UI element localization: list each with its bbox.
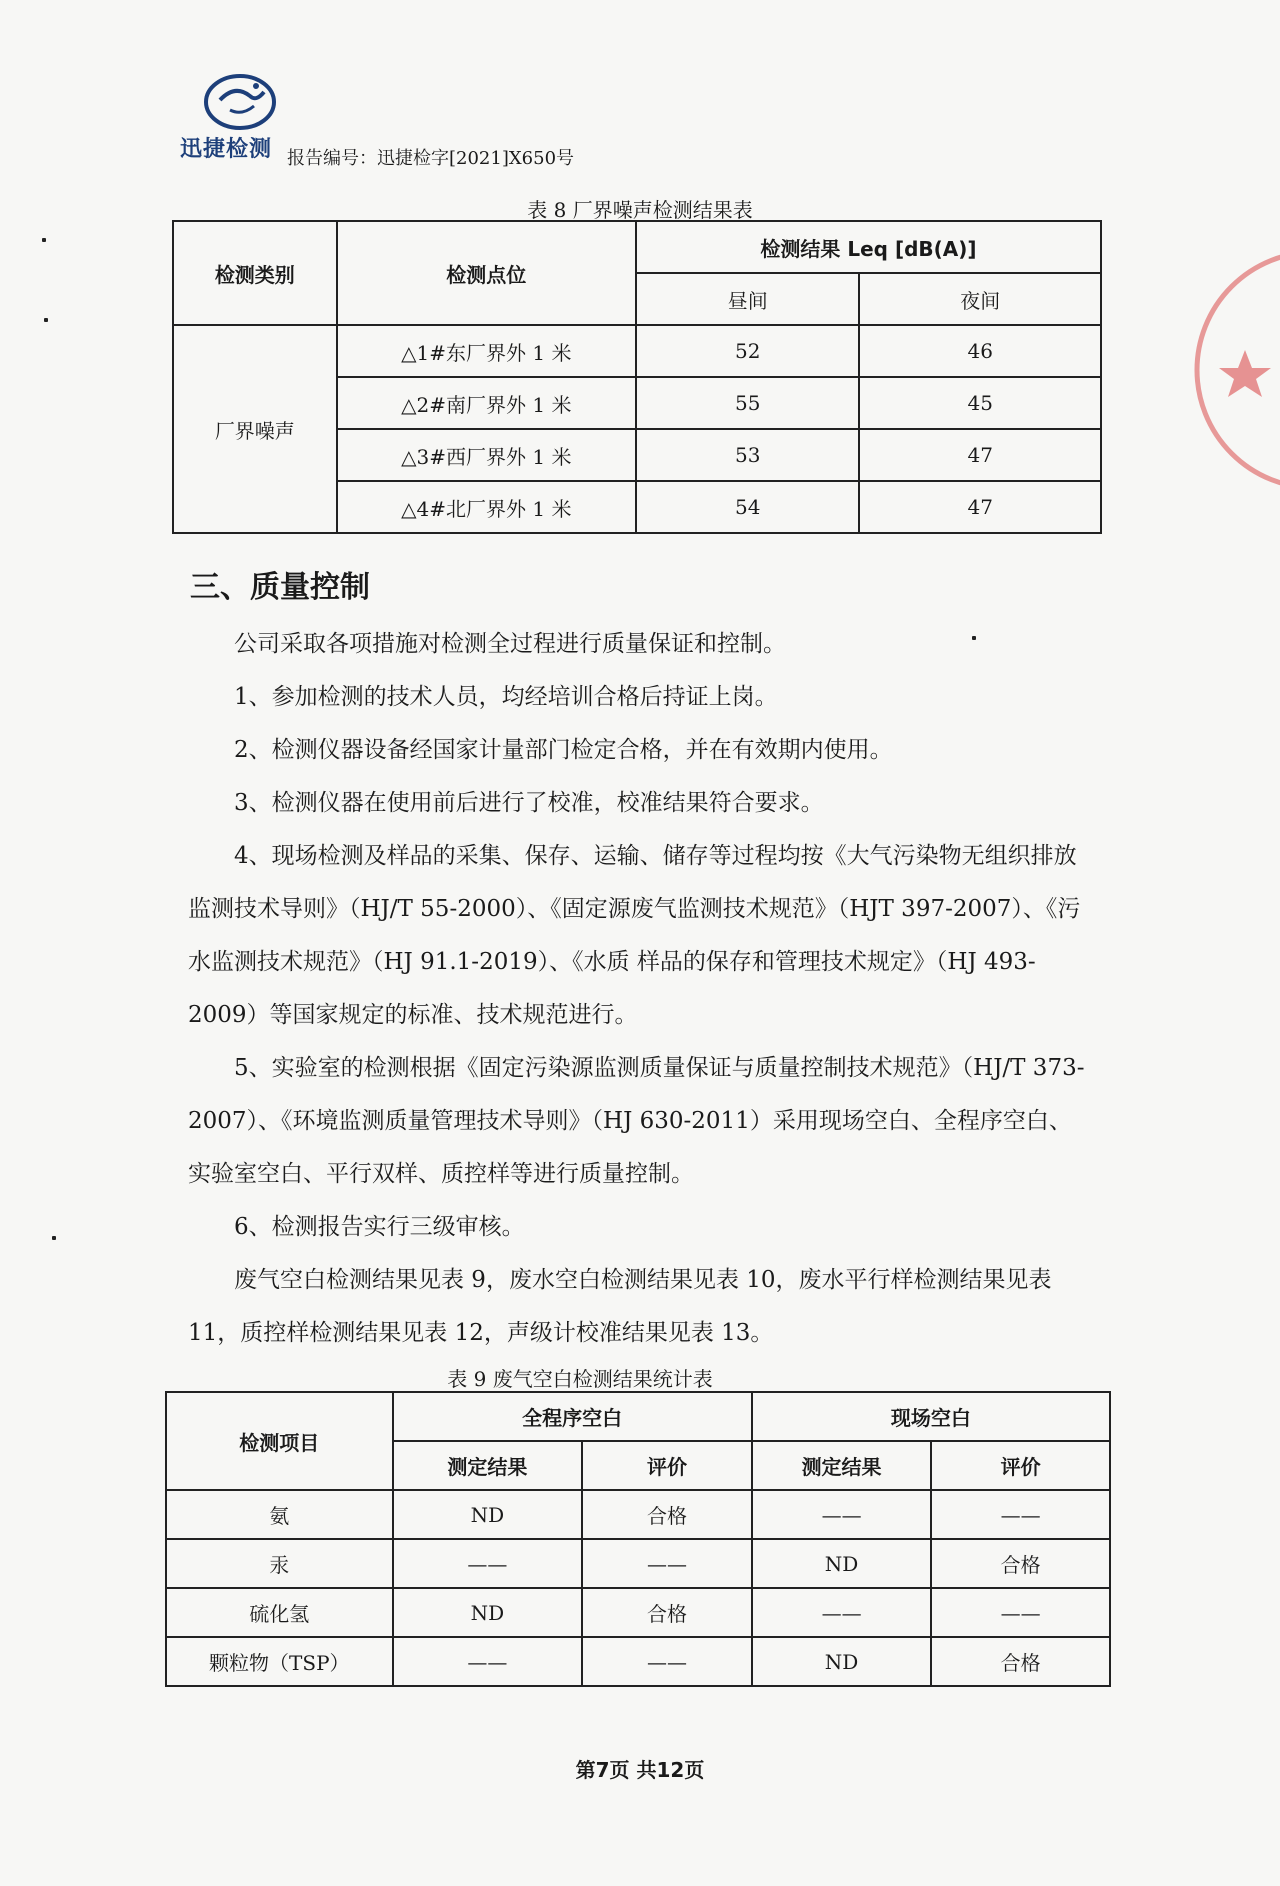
full-result-cell: ND bbox=[393, 1588, 583, 1637]
point-cell: △4#北厂界外 1 米 bbox=[337, 481, 636, 533]
table-row bbox=[166, 1490, 1110, 1539]
field-eval-cell: —— bbox=[931, 1490, 1110, 1539]
header-full-eval: 评价 bbox=[582, 1441, 752, 1490]
header-category: 检测类别 bbox=[173, 221, 337, 325]
night-value: 45 bbox=[859, 377, 1101, 429]
table-row bbox=[166, 1588, 1110, 1637]
header-full-blank: 全程序空白 bbox=[393, 1392, 752, 1441]
scan-speck bbox=[44, 318, 48, 322]
paragraph: 4、现场检测及样品的采集、保存、运输、储存等过程均按《大气污染物无组织排放监测技术导则》（HJ/T 55-2000）、《固定源废气监测技术规范》（HJT 397-2007）、《污水监测技术规范》（HJ 91.1-2019）、《水质 样品的保存和管理技术规定》（HJ 493-2009）等国家规定的标准、技术规范进行。 bbox=[188, 843, 1081, 1028]
full-result-cell: —— bbox=[393, 1539, 583, 1588]
paragraph: 2、检测仪器设备经国家计量部门检定合格，并在有效期内使用。 bbox=[234, 737, 893, 763]
table-row bbox=[166, 1637, 1110, 1686]
field-eval-cell: 合格 bbox=[931, 1539, 1110, 1588]
full-result-cell: —— bbox=[393, 1637, 583, 1686]
table8-caption: 表 8 厂界噪声检测结果表 bbox=[527, 198, 753, 222]
header-field-result: 测定结果 bbox=[752, 1441, 932, 1490]
header-field-eval: 评价 bbox=[931, 1441, 1110, 1490]
header-day: 昼间 bbox=[636, 273, 860, 325]
paragraph: 废气空白检测结果见表 9，废水空白检测结果见表 10，废水平行样检测结果见表 11，质控样检测结果见表 12，声级计校准结果见表 13。 bbox=[188, 1267, 1052, 1346]
header-night: 夜间 bbox=[859, 273, 1101, 325]
noise-results-table bbox=[172, 220, 1102, 534]
scan-speck bbox=[972, 636, 976, 640]
full-eval-cell: 合格 bbox=[582, 1588, 752, 1637]
header-item: 检测项目 bbox=[166, 1392, 393, 1490]
full-eval-cell: —— bbox=[582, 1539, 752, 1588]
night-value: 47 bbox=[859, 481, 1101, 533]
section-title: 三、质量控制 bbox=[190, 570, 370, 605]
point-cell: △1#东厂界外 1 米 bbox=[337, 325, 636, 377]
seal-stamp bbox=[1185, 240, 1280, 500]
table-row bbox=[173, 325, 1101, 377]
report-number: 报告编号：迅捷检字[2021]X650号 bbox=[287, 148, 575, 169]
header-point: 检测点位 bbox=[337, 221, 636, 325]
night-value: 47 bbox=[859, 429, 1101, 481]
day-value: 55 bbox=[636, 377, 860, 429]
item-cell: 颗粒物（TSP） bbox=[166, 1637, 393, 1686]
header-full-result: 测定结果 bbox=[393, 1441, 583, 1490]
table9-caption: 表 9 废气空白检测结果统计表 bbox=[447, 1367, 713, 1391]
header-result: 检测结果 Leq [dB(A)] bbox=[636, 221, 1101, 273]
field-result-cell: ND bbox=[752, 1539, 932, 1588]
paragraph: 5、实验室的检测根据《固定污染源监测质量保证与质量控制技术规范》（HJ/T 373-2007）、《环境监测质量管理技术导则》（HJ 630-2011）采用现场空白、全程序空白、实验室空白、平行双样、质控样等进行质量控制。 bbox=[188, 1055, 1085, 1187]
full-result-cell: ND bbox=[393, 1490, 583, 1539]
scan-speck bbox=[42, 238, 46, 242]
field-result-cell: ND bbox=[752, 1637, 932, 1686]
paragraph: 公司采取各项措施对检测全过程进行质量保证和控制。 bbox=[234, 631, 786, 657]
field-result-cell: —— bbox=[752, 1588, 932, 1637]
day-value: 52 bbox=[636, 325, 860, 377]
point-cell: △2#南厂界外 1 米 bbox=[337, 377, 636, 429]
full-eval-cell: —— bbox=[582, 1637, 752, 1686]
point-cell: △3#西厂界外 1 米 bbox=[337, 429, 636, 481]
logo-text: 迅捷检测 bbox=[180, 137, 273, 162]
scan-speck bbox=[52, 1236, 56, 1240]
day-value: 53 bbox=[636, 429, 860, 481]
field-result-cell: —— bbox=[752, 1490, 932, 1539]
item-cell: 氨 bbox=[166, 1490, 393, 1539]
field-eval-cell: 合格 bbox=[931, 1637, 1110, 1686]
item-cell: 硫化氢 bbox=[166, 1588, 393, 1637]
day-value: 54 bbox=[636, 481, 860, 533]
full-eval-cell: 合格 bbox=[582, 1490, 752, 1539]
paragraph: 3、检测仪器在使用前后进行了校准，校准结果符合要求。 bbox=[234, 790, 824, 816]
header-field-blank: 现场空白 bbox=[752, 1392, 1110, 1441]
paragraph: 6、检测报告实行三级审核。 bbox=[234, 1214, 525, 1240]
page-number: 第7页 共12页 bbox=[575, 1758, 705, 1782]
paragraph: 1、参加检测的技术人员，均经培训合格后持证上岗。 bbox=[234, 684, 778, 710]
section-body bbox=[188, 618, 1088, 1360]
blank-results-table bbox=[165, 1391, 1111, 1687]
table-row bbox=[166, 1539, 1110, 1588]
category-cell: 厂界噪声 bbox=[173, 325, 337, 533]
field-eval-cell: —— bbox=[931, 1588, 1110, 1637]
item-cell: 汞 bbox=[166, 1539, 393, 1588]
night-value: 46 bbox=[859, 325, 1101, 377]
